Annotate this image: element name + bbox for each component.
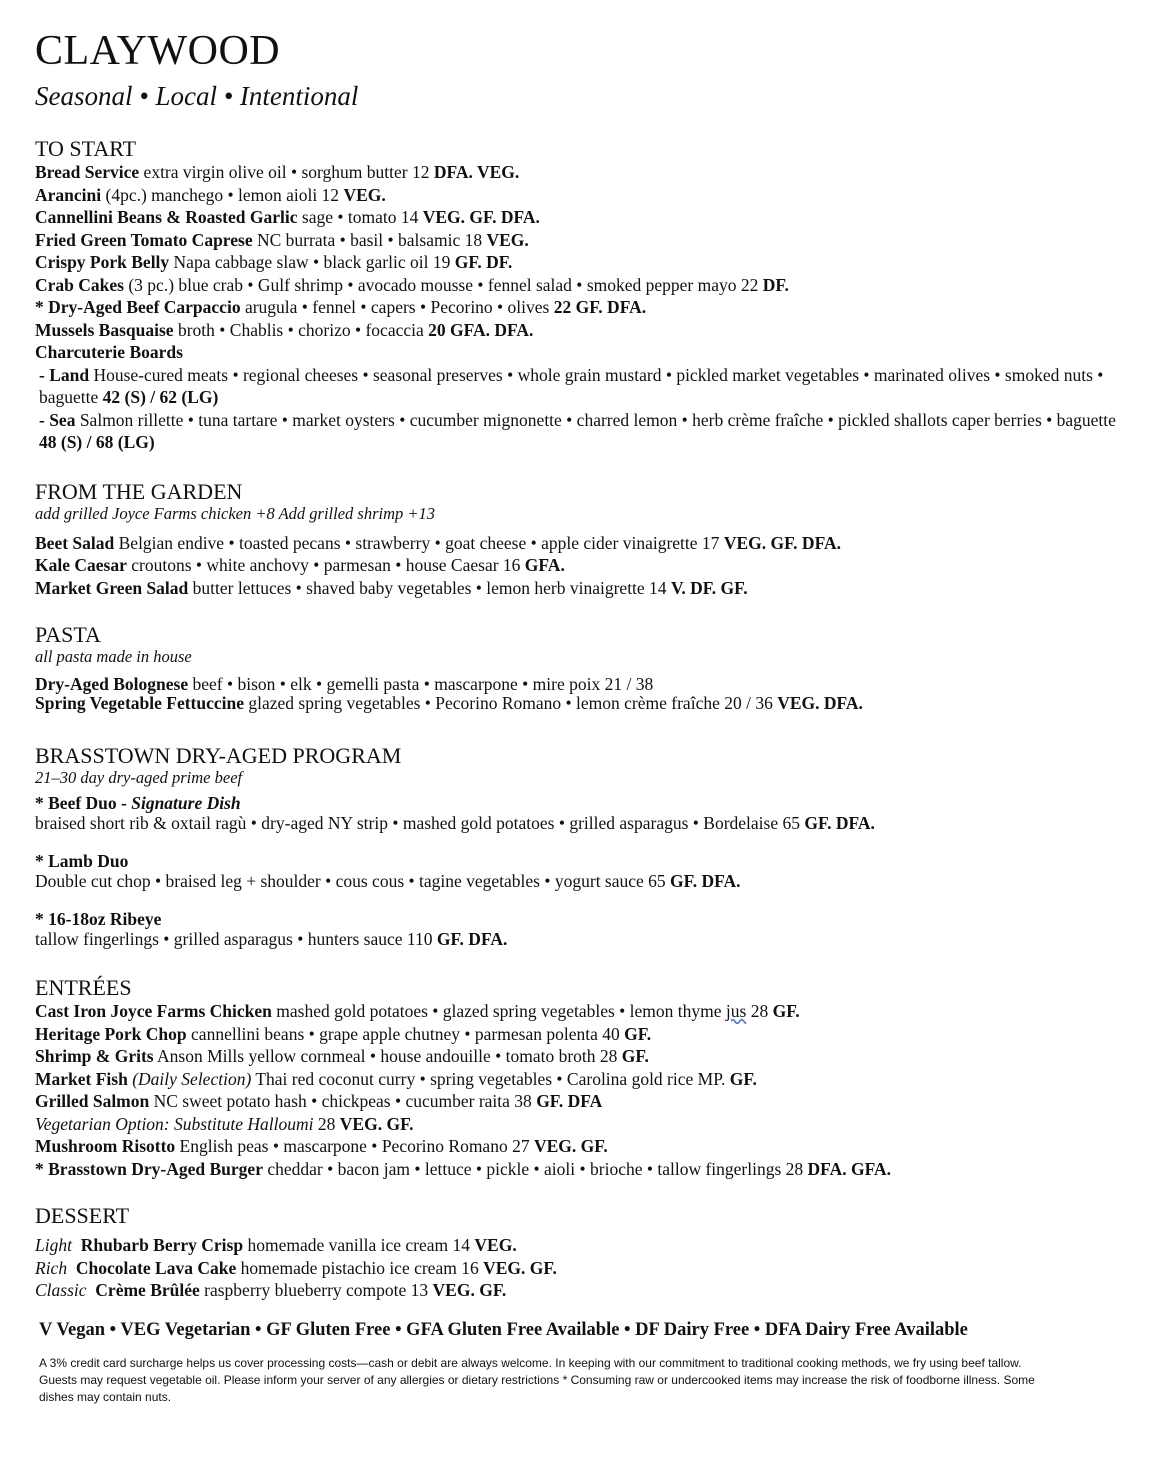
diet-tags: GF. [772, 1001, 800, 1021]
item-desc: Anson Mills yellow cornmeal • house andouille • tomato broth 28 [153, 1046, 622, 1066]
menu-item [35, 1158, 1135, 1181]
menu-item [35, 1279, 1135, 1302]
board-price: 42 (S) / 62 (LG) [102, 387, 219, 407]
item-desc: NC burrata • basil • balsamic 18 [252, 229, 487, 250]
item-name: Arancini [35, 184, 102, 205]
diet-tags: GFA. [524, 555, 565, 575]
item-desc: (4pc.) manchego • lemon aioli 12 [101, 184, 344, 205]
diet-tags: VEG. GF. [339, 1113, 414, 1134]
menu-item [35, 675, 1135, 694]
item-name: Cast Iron Joyce Farms Chicken [35, 1001, 272, 1021]
lamb-duo-desc: Double cut chop • braised leg + shoulder • cous cous • tagine vegetables • yogurt sauce 65 GF. DFA. [35, 871, 741, 891]
item-desc: arugula • fennel • capers • Pecorino • olives [240, 297, 554, 317]
dessert-style: Classic [35, 1280, 87, 1300]
diet-tags: GF. [624, 1023, 652, 1044]
board-desc: Salmon rillette • tuna tartare • market oysters • cucumber mignonette • charred lemon • herb crème fraîche • pickled shallots caper berries • baguette [75, 409, 1116, 430]
diet-tags: 20 GFA. DFA. [428, 319, 534, 340]
menu-item [35, 296, 1135, 319]
diet-tags: GF. [729, 1068, 757, 1089]
menu-item [35, 1090, 1135, 1113]
diet-tags: GF. DFA. [436, 929, 508, 949]
menu-item [35, 577, 1135, 600]
dietary-legend: V Vegan • VEG Vegetarian • GF Gluten Free • GFA Gluten Free Available • DF Dairy Free • DFA Dairy Free Available [39, 1319, 968, 1340]
item-desc: mashed gold potatoes • glazed spring vegetables • lemon thyme [271, 1001, 726, 1021]
diet-tags: 22 GF. DFA. [553, 297, 647, 317]
section-title: BRASSTOWN DRY-AGED PROGRAM [35, 743, 402, 768]
item-desc: butter lettuces • shaved baby vegetables • lemon herb vinaigrette 14 [188, 577, 671, 598]
item-desc: beef • bison • elk • gemelli pasta • mascarpone • mire poix 21 / 38 [188, 674, 654, 694]
item-name: * Dry-Aged Beef Carpaccio [35, 297, 241, 317]
board-label: - Land [39, 364, 90, 385]
board-label: - Sea [39, 409, 76, 430]
item-name: Mussels Basquaise [35, 319, 174, 340]
section-entrees [35, 976, 1135, 1180]
diet-tags: DFA. VEG. [433, 162, 520, 182]
menu-item [35, 554, 1135, 577]
section-pasta [35, 623, 1135, 713]
item-desc: glazed spring vegetables • Pecorino Romano • lemon crème fraîche 20 / 36 [244, 693, 778, 713]
item-desc: homemade vanilla ice cream 14 [243, 1235, 475, 1255]
menu-item [35, 206, 1135, 229]
menu-item [35, 1234, 1135, 1257]
item-desc: cheddar • bacon jam • lettuce • pickle • aioli • brioche • tallow fingerlings 28 [262, 1158, 808, 1179]
menu-item [35, 1257, 1135, 1280]
item-desc: cannellini beans • grape apple chutney • parmesan polenta 40 [186, 1023, 625, 1044]
item-name: Spring Vegetable Fettuccine [35, 693, 245, 713]
diet-tags: VEG. DFA. [777, 693, 863, 713]
menu-item: Vegetarian Option: Substitute Halloumi 28 VEG. GF. [35, 1113, 414, 1134]
dessert-style: Light [35, 1235, 72, 1255]
diet-tags: VEG. [343, 184, 386, 205]
diet-tags: DFA. GFA. [807, 1158, 891, 1179]
board-price: 48 (S) / 68 (LG) [39, 432, 155, 452]
section-subtitle: add grilled Joyce Farms chicken +8 Add grilled shrimp +13 [35, 503, 436, 523]
menu-item [35, 161, 1135, 184]
item-name: * Brasstown Dry-Aged Burger [35, 1158, 263, 1179]
item-desc: Thai red coconut curry • spring vegetables • Carolina gold rice MP. [251, 1068, 730, 1089]
charcuterie-title: Charcuterie Boards [35, 342, 183, 362]
section-subtitle: all pasta made in house [35, 647, 192, 666]
item-name: Dry-Aged Bolognese [35, 674, 189, 694]
item-name: Cannellini Beans & Roasted Garlic [35, 207, 298, 227]
section-title: ENTRÉES [35, 975, 132, 1000]
section-title: FROM THE GARDEN [35, 478, 243, 504]
item-desc: English peas • mascarpone • Pecorino Romano 27 [175, 1136, 534, 1156]
menu-item [35, 1045, 1135, 1068]
section-subtitle: 21–30 day dry-aged prime beef [35, 768, 243, 787]
restaurant-name: CLAYWOOD [35, 28, 281, 74]
item-name: Bread Service [35, 162, 140, 182]
diet-tags: VEG. GF. [483, 1257, 557, 1278]
diet-tags: VEG. GF. [432, 1280, 507, 1300]
item-desc: raspberry blueberry compote 13 [199, 1280, 433, 1300]
spellcheck-word: jus [725, 1001, 747, 1021]
item-name: Crème Brûlée [95, 1280, 200, 1300]
section-to-start [35, 137, 1135, 454]
item-name: Market Green Salad [35, 577, 189, 598]
beef-duo-desc: braised short rib & oxtail ragù • dry-aged NY strip • mashed gold potatoes • grilled asparagus • Bordelaise 65 GF. DFA. [35, 813, 875, 833]
item-name: Crispy Pork Belly [35, 252, 170, 272]
menu-item [35, 251, 1135, 274]
item-desc: broth • Chablis • chorizo • focaccia [173, 319, 429, 340]
item-name: Shrimp & Grits [35, 1046, 154, 1066]
item-name: Kale Caesar [35, 555, 127, 575]
disclaimer: A 3% credit card surcharge helps us cover processing costs—cash or debit are always welcome. In keeping with our commitment to traditional cooking methods, we fry using beef tallow. Guests may request vegetable oil. Please inform your server of any allergies or dietary restrictions * Consuming raw or undercooked items may increase the risk of foodborne illness. Some dishes may contain nuts. [39, 1355, 1035, 1404]
menu-item [35, 274, 1135, 297]
section-dry-aged [35, 744, 1135, 949]
menu-item [35, 319, 1135, 342]
diet-tags: GF. DFA [536, 1091, 603, 1111]
dessert-style: Rich [35, 1257, 68, 1278]
diet-tags: GF. DF. [454, 252, 513, 272]
diet-tags: GF. DFA. [804, 813, 875, 833]
item-name: Chocolate Lava Cake [75, 1257, 237, 1278]
item-note: (Daily Selection) [127, 1068, 252, 1089]
item-desc: NC sweet potato hash • chickpeas • cucumber raita 38 [149, 1091, 537, 1111]
diet-tags: VEG. GF. DFA. [723, 532, 841, 553]
section-title: PASTA [35, 622, 101, 647]
ribeye-desc: tallow fingerlings • grilled asparagus • hunters sauce 110 GF. DFA. [35, 929, 508, 949]
diet-tags: V. DF. GF. [670, 577, 748, 598]
item-desc: Belgian endive • toasted pecans • strawberry • goat cheese • apple cider vinaigrette 17 [114, 532, 724, 553]
menu-item [35, 532, 1135, 555]
charcuterie-land [35, 364, 1135, 409]
item-name: Heritage Pork Chop [35, 1023, 187, 1044]
item-desc: Napa cabbage slaw • black garlic oil 19 [169, 252, 455, 272]
menu-item [35, 694, 1135, 713]
signature-label: Signature Dish [131, 793, 241, 813]
board-desc: House-cured meats • regional cheeses • seasonal preserves • whole grain mustard • pickled market vegetables • marinated olives • smoked nuts • baguette [39, 364, 1104, 407]
item-desc: sage • tomato 14 [297, 207, 423, 227]
diet-tags: GF. [621, 1046, 649, 1066]
menu-item: Cast Iron Joyce Farms Chicken mashed gold potatoes • glazed spring vegetables • lemon thyme jus 28 GF. [35, 1001, 800, 1021]
beef-duo-title: * Beef Duo - Signature Dish [35, 793, 241, 813]
charcuterie-sea [35, 409, 1135, 454]
item-desc: extra virgin olive oil • sorghum butter 12 [139, 162, 434, 182]
menu-item [35, 229, 1135, 252]
item-desc: (3 pc.) blue crab • Gulf shrimp • avocado mousse • fennel salad • smoked pepper mayo 22 [123, 274, 763, 295]
item-name: Grilled Salmon [35, 1091, 150, 1111]
item-name: Market Fish [35, 1068, 128, 1089]
menu-page [35, 28, 1135, 1406]
item-desc: croutons • white anchovy • parmesan • house Caesar 16 [126, 555, 525, 575]
section-dessert [35, 1204, 1135, 1302]
menu-item [35, 1068, 1135, 1091]
diet-tags: VEG. GF. [533, 1136, 608, 1156]
diet-tags: VEG. [474, 1235, 517, 1255]
section-title: DESSERT [35, 1203, 130, 1228]
section-garden [35, 480, 1135, 600]
item-desc: homemade pistachio ice cream 16 [236, 1257, 484, 1278]
menu-item [35, 184, 1135, 207]
menu-item [35, 1023, 1135, 1046]
diet-tags: GF. DFA. [670, 871, 741, 891]
tagline: Seasonal • Local • Intentional [35, 81, 359, 111]
section-title: TO START [35, 136, 137, 161]
item-name: Beet Salad [35, 532, 115, 553]
lamb-duo-title: * Lamb Duo [35, 851, 129, 871]
item-name: Crab Cakes [35, 274, 124, 295]
diet-tags: VEG. [486, 229, 529, 250]
diet-tags: DF. [762, 274, 789, 295]
ribeye-title: * 16-18oz Ribeye [35, 909, 162, 929]
item-name: Fried Green Tomato Caprese [35, 229, 253, 250]
menu-item [35, 1135, 1135, 1158]
item-name: Rhubarb Berry Crisp [80, 1235, 244, 1255]
diet-tags: VEG. GF. DFA. [422, 207, 540, 227]
item-note: Vegetarian Option: Substitute Halloumi [35, 1113, 314, 1134]
item-name: Mushroom Risotto [35, 1136, 176, 1156]
